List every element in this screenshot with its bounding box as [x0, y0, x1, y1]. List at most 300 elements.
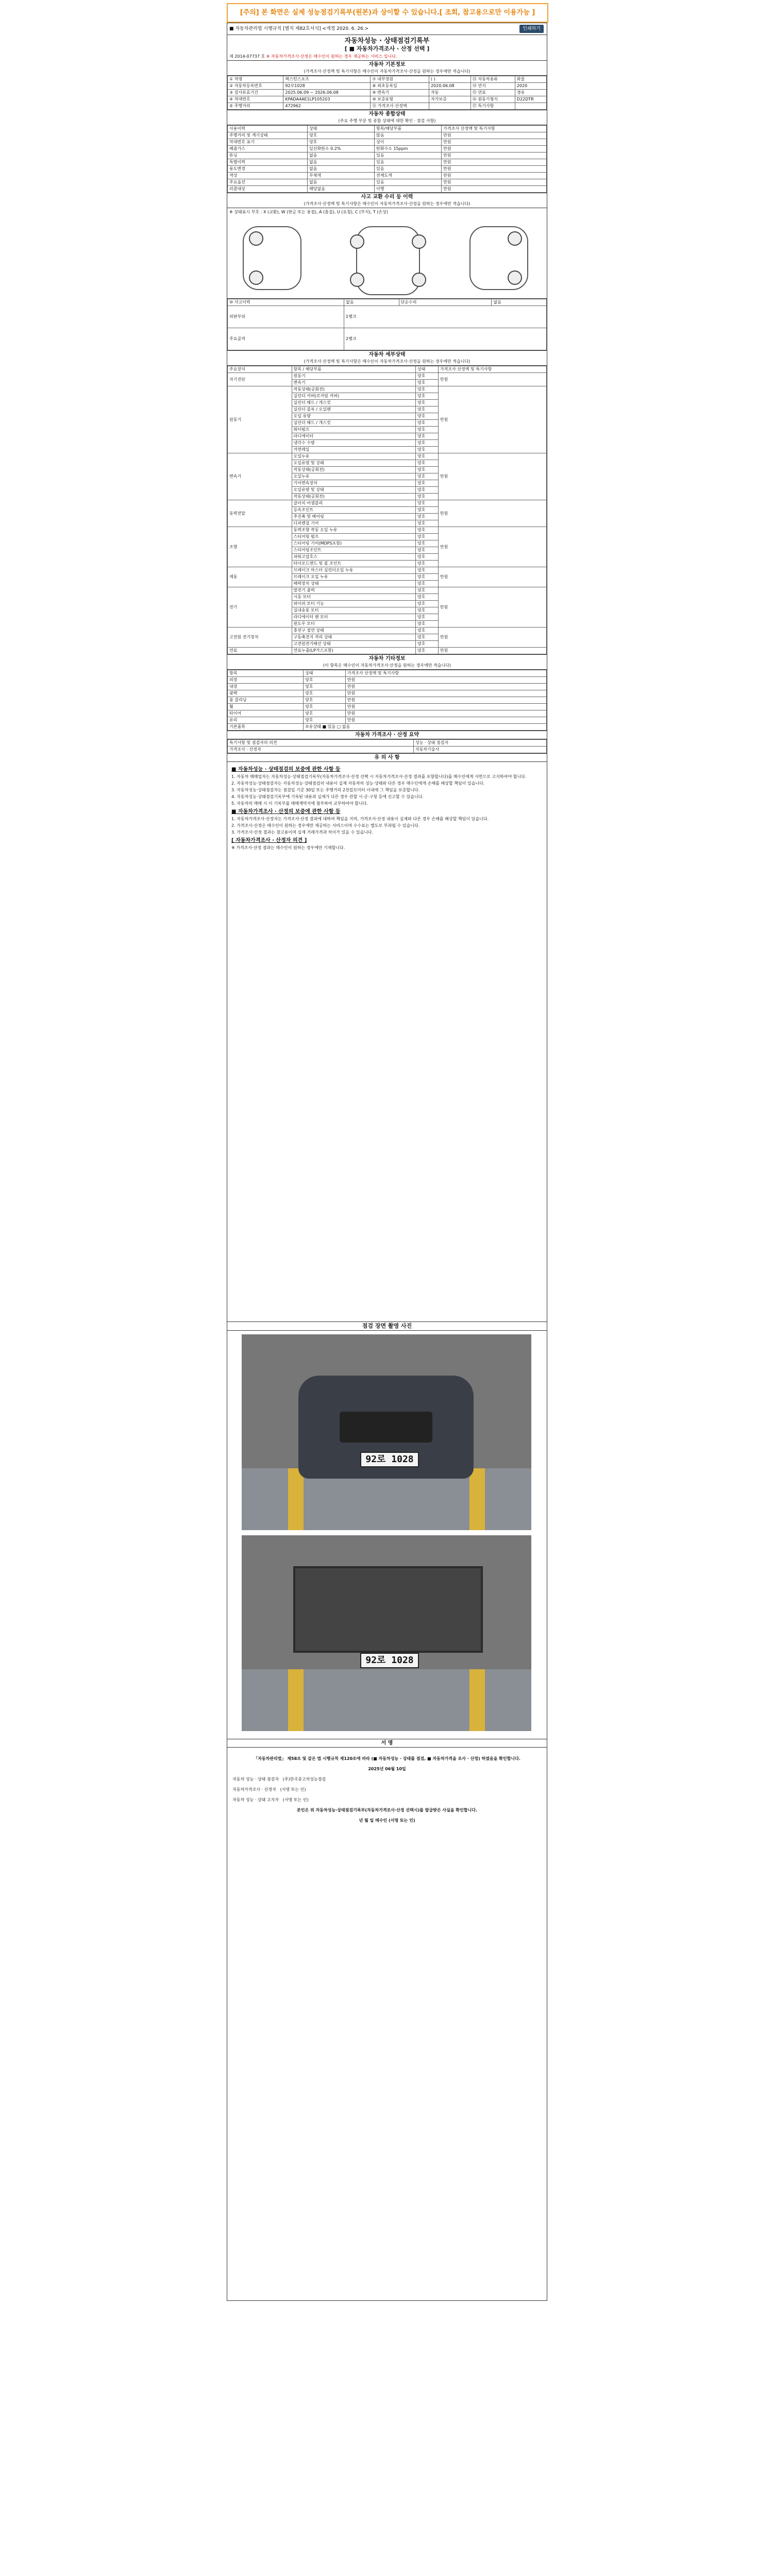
detail-item-status: 양호 [415, 487, 438, 494]
detail-group-price: 만원 [438, 527, 546, 567]
detail-item-status: 양호 [415, 413, 438, 420]
notes-body [227, 762, 547, 854]
basic-info-label: ⑪ 가격조사 산정액 [371, 103, 429, 110]
status-row [228, 186, 547, 193]
basic-info-row [228, 76, 547, 83]
status-cell: 없음 [307, 166, 374, 173]
status-cell: 리콜대상 [228, 186, 308, 193]
status-table [227, 125, 547, 193]
detail-item-status: 양호 [415, 587, 438, 594]
basic-info-header [227, 61, 547, 76]
basic-info-value: 92로1028 [283, 83, 371, 90]
detail-item-name: 변속기 [292, 380, 415, 386]
basic-info-value: 2020 [515, 83, 546, 90]
detail-item-status: 양호 [415, 634, 438, 641]
notes-paragraph: 1. 자동차가격조사·산정자는 가격조사·산정 결과에 대하여 책임을 지며, 가격조사·산정 내용이 실제와 다른 경우 손해를 배상할 책임이 있습니다. [231, 817, 489, 821]
detail-item-name: 실린더 헤드 / 개스킷 [292, 400, 415, 406]
detail-item-status: 양호 [415, 554, 438, 561]
basic-info-label: ⑭ 연식 [470, 83, 515, 90]
options-price: 만원 [345, 684, 546, 690]
detail-item-name: 원동기 [292, 373, 415, 380]
options-value: 양호 [304, 717, 346, 724]
notes-heading-1: ■ 자동차성능 · 상태점검의 보증에 관한 사항 등 [231, 767, 341, 772]
status-cell: 있음 [374, 152, 441, 159]
options-label: 외장 [228, 677, 304, 684]
detail-group-price: 만원 [438, 386, 546, 453]
status-cell: 탄화수소 15ppm [374, 146, 441, 152]
detail-table [227, 366, 547, 654]
status-cell: 만원 [442, 152, 547, 159]
accident-header [227, 193, 547, 208]
detail-item-name: 브레이크 오일 누유 [292, 574, 415, 581]
basic-info-label: ⑦ 내부정원 [371, 76, 429, 83]
detail-item-name: 시동 모터 [292, 594, 415, 601]
detail-item-name: 오일유량 및 상태 [292, 487, 415, 494]
status-header [227, 110, 547, 125]
detail-group-name: 변속기 [228, 453, 292, 500]
status-cell: 상이 [374, 139, 441, 146]
detail-item-name: 오일유량 및 상태 [292, 460, 415, 467]
status-cell: 색상 [228, 173, 308, 179]
appraiser-label: 자동차가격조사 · 산정자 [232, 1787, 276, 1792]
detail-item-name: 고전원전기배선 상태 [292, 641, 415, 648]
status-cell: 만원 [442, 146, 547, 152]
notes-heading-3: [ 자동차가격조사 · 산정자 의견 ] [231, 838, 307, 843]
options-price: 만원 [345, 690, 546, 697]
status-cell: 만원 [442, 159, 547, 166]
status-cell: 양호 [307, 139, 374, 146]
detail-item-name: 기어변속장치 [292, 480, 415, 487]
notes-paragraph: 4. 자동차성능·상태점검기록부에 기록된 내용과 실제가 다른 경우 관할 시·군·구청 등에 신고할 수 있습니다. [231, 794, 424, 799]
basic-info-label: ② 자동차등록번호 [228, 83, 283, 90]
detail-item-name: 실린더 커버(로커암 커버) [292, 393, 415, 400]
detail-item-status: 양호 [415, 380, 438, 386]
appraiser-value: (서명 또는 인) [280, 1787, 306, 1792]
detail-row [228, 386, 547, 393]
basic-info-label: ⑤ 주행거리 [228, 103, 283, 110]
options-column-header: 가격조사 산정액 및 특기사항 [345, 670, 546, 677]
basic-info-value: 자동 [429, 90, 470, 96]
detail-item-name: 실린더 블록 / 오일팬 [292, 406, 415, 413]
detail-item-name: 워터펌프 [292, 427, 415, 433]
detail-item-status: 양호 [415, 561, 438, 567]
detail-item-name: 클러치 어셈블리 [292, 500, 415, 507]
detail-group-price: 만원 [438, 373, 546, 386]
status-cell: 없음 [307, 179, 374, 186]
document-meta [227, 53, 547, 60]
detail-item-status: 양호 [415, 480, 438, 487]
detail-item-name: 오일 유량 [292, 413, 415, 420]
detail-item-status: 양호 [415, 494, 438, 500]
detail-item-status: 양호 [415, 607, 438, 614]
status-row [228, 159, 547, 166]
status-cell: 만원 [442, 186, 547, 193]
status-row [228, 179, 547, 186]
status-column-header: 사용이력 [228, 126, 308, 132]
inspector-label: 자동차 성능 · 상태 점검자 [232, 1777, 279, 1782]
car-side-right-diagram [469, 226, 528, 290]
basic-info-value: 2025.06.09 ~ 2026.06.08 [283, 90, 371, 96]
document-title: 자동차성능 · 상태점검기록부 [344, 37, 430, 45]
detail-row [228, 628, 547, 634]
detail-item-name: 스티어링 기어(MDPS포함) [292, 540, 415, 547]
options-value: 양호 [304, 690, 346, 697]
basic-info-row [228, 83, 547, 90]
signature-section [227, 1739, 547, 1832]
status-cell: 일산화탄소 0.2% [307, 146, 374, 152]
detail-item-name: 윈도우 모터 [292, 621, 415, 628]
detail-group-name: 연료 [228, 648, 292, 654]
basic-info-title: 자동차 기본정보 [368, 62, 406, 67]
detail-item-status: 양호 [415, 447, 438, 453]
detail-item-status: 양호 [415, 621, 438, 628]
status-title: 자동차 종합상태 [368, 111, 406, 117]
detail-note: (가격조사·산정액 및 특기사항은 매수인이 자동차가격조사·산정을 원하는 경우에만 적습니다) [304, 359, 470, 364]
detail-item-name: 배력장치 상태 [292, 581, 415, 587]
price-row1-value: 성능 · 상태 점검자 [413, 740, 546, 747]
document-number: 제 2014-07737 호 [229, 54, 265, 59]
detail-item-status: 양호 [415, 601, 438, 607]
detail-item-name: 커먼레일 [292, 447, 415, 453]
form-reference: ■ 자동차관리법 시행규칙 [별지 제82호서식] <개정 2020. 6. 26.> [229, 26, 369, 31]
options-row [228, 717, 547, 724]
detail-group-name: 전기 [228, 587, 292, 628]
status-column-header: 항목/해당부품 [374, 126, 441, 132]
detail-section [227, 350, 547, 654]
basic-info-label: ⑯ 원동기형식 [470, 96, 515, 103]
options-price: 만원 [345, 677, 546, 684]
basic-info-note: (가격조사·산정액 및 특기사항은 매수인이 자동차가격조사·산정을 원하는 경우에만 적습니다) [304, 69, 470, 74]
detail-row [228, 648, 547, 654]
detail-column-header: 상태 [415, 366, 438, 373]
rear-photo [242, 1535, 531, 1731]
status-row [228, 152, 547, 159]
detail-item-name: 실린더 헤드 / 개스킷 [292, 420, 415, 427]
detail-group-price: 만원 [438, 648, 546, 654]
detail-item-name: 동력조향 작동 오일 누유 [292, 527, 415, 534]
accident-section [227, 193, 547, 350]
detail-item-status: 양호 [415, 567, 438, 574]
notes-section [227, 753, 547, 854]
detail-item-name: 라디에이터 [292, 433, 415, 440]
detail-group-name: 자기진단 [228, 373, 292, 386]
price-row2-value: 자동차기술사 [413, 747, 546, 753]
options-price: 만원 [345, 717, 546, 724]
basic-info-label: ⑮ 연료 [470, 90, 515, 96]
options-base-value: 보유상태 ■ 있음 □ 없음 [304, 724, 547, 731]
detail-group-name: 고전원 전기장치 [228, 628, 292, 648]
options-column-header: 항목 [228, 670, 304, 677]
options-label: 유리 [228, 717, 304, 724]
status-cell: 없음 [307, 159, 374, 166]
detail-item-name: 작동상태(공회전) [292, 386, 415, 393]
status-column-header: 가격조사 산정액 및 특기사항 [442, 126, 547, 132]
front-license-plate: 92로 1028 [360, 1452, 419, 1467]
accident-history-label: ⑩ 사고이력 [228, 299, 344, 306]
basic-info-label: ① 차명 [228, 76, 283, 83]
signature-title: 서 명 [227, 1739, 547, 1748]
detail-item-status: 양호 [415, 373, 438, 380]
detail-item-name: 작동상태(공회전) [292, 467, 415, 473]
notes-paragraph: 3. 가격조사·산정 결과는 참고용이며 실제 거래가격과 차이가 있을 수 있습니다. [231, 830, 374, 835]
detail-item-status: 양호 [415, 540, 438, 547]
price-row2-label: 가격조사 · 산정자 [228, 747, 414, 753]
options-value: 양호 [304, 697, 346, 704]
status-cell: 없음 [307, 152, 374, 159]
detail-item-status: 양호 [415, 547, 438, 554]
basic-info-label: ⑨ 변속기 [371, 90, 429, 96]
detail-row [228, 567, 547, 574]
status-cell: 특별이력 [228, 159, 308, 166]
options-header [227, 655, 547, 670]
options-row [228, 677, 547, 684]
detail-item-status: 양호 [415, 420, 438, 427]
status-cell: 튜닝 [228, 152, 308, 159]
price-row1-label: 특기사항 및 점검자의 의견 [228, 740, 414, 747]
status-row [228, 139, 547, 146]
detail-item-status: 양호 [415, 440, 438, 447]
car-side-left-diagram [243, 226, 301, 290]
detail-item-name: 브레이크 마스터 실린더오일 누유 [292, 567, 415, 574]
accident-title: 사고 교환 수리 등 이력 [361, 194, 413, 200]
notifier-value: (서명 또는 인) [282, 1798, 309, 1802]
detail-item-status: 양호 [415, 433, 438, 440]
price-header: 자동차 가격조사 · 산정 요약 [227, 731, 547, 739]
detail-item-name: 파워고압호스 [292, 554, 415, 561]
options-label: 룸 클리닝 [228, 697, 304, 704]
options-title: 자동차 기타정보 [368, 656, 406, 662]
detail-item-name: 추진축 및 베어링 [292, 514, 415, 520]
notifier-label: 자동차 성능 · 상태 고지자 [232, 1798, 279, 1802]
detail-group-name: 원동기 [228, 386, 292, 453]
accident-legend: ※ 상태표시 부호 : X (교환), W (판금 또는 용접), A (흠집), U (요철), C (부식), T (손상) [229, 210, 389, 214]
simple-repair-label: 단순수리 [399, 299, 492, 306]
options-label: 광택 [228, 690, 304, 697]
detail-item-name: 오일누유 [292, 473, 415, 480]
detail-item-name: 와이퍼 모터 기능 [292, 601, 415, 607]
detail-item-status: 양호 [415, 473, 438, 480]
detail-item-name: 오일누유 [292, 453, 415, 460]
status-cell: 해당없음 [307, 186, 374, 193]
notes-title: 유 의 사 항 [227, 754, 547, 762]
status-cell: 주요옵션 [228, 179, 308, 186]
status-cell: 배출가스 [228, 146, 308, 152]
detail-header [227, 351, 547, 366]
detail-item-status: 양호 [415, 427, 438, 433]
document-header [227, 23, 547, 35]
detail-group-price: 만원 [438, 500, 546, 527]
status-column-header: 상태 [307, 126, 374, 132]
status-cell: 차대번호 표기 [228, 139, 308, 146]
basic-info-value [515, 103, 546, 110]
status-cell: 무채색 [307, 173, 374, 179]
detail-item-status: 양호 [415, 648, 438, 654]
signature-date: 2025년 06월 10일 [368, 1767, 406, 1771]
options-row [228, 684, 547, 690]
options-value: 양호 [304, 677, 346, 684]
detail-item-status: 양호 [415, 520, 438, 527]
status-cell: 주행거리 및 계기상태 [228, 132, 308, 139]
detail-item-name: 스티어링조인트 [292, 547, 415, 554]
options-note: (이 항목은 매수인이 자동차가격조사·산정을 원하는 경우에만 적습니다) [323, 663, 451, 668]
status-cell: 이행 [374, 186, 441, 193]
price-section [227, 731, 547, 753]
options-table [227, 670, 547, 731]
basic-info-section [227, 60, 547, 110]
basic-info-value: 2020.06.08 [429, 83, 470, 90]
notes-paragraph: 2. 자동차성능·상태점검자는 자동차성능·상태점검의 내용이 실제 자동차의 성능·상태와 다른 경우 매수인에게 손해를 배상할 책임이 있습니다. [231, 781, 485, 786]
detail-item-status: 양호 [415, 628, 438, 634]
detail-item-status: 양호 [415, 500, 438, 507]
basic-info-value: 렉스턴스포츠 [283, 76, 371, 83]
options-row [228, 710, 547, 717]
detail-item-name: 작동상태(공회전) [292, 494, 415, 500]
options-row [228, 704, 547, 710]
detail-item-status: 양호 [415, 400, 438, 406]
detail-item-status: 양호 [415, 507, 438, 514]
notes-paragraph: 5. 자동차의 매매 시 이 기록부를 매매계약서에 첨부하여 교부하여야 합니다. [231, 801, 368, 806]
basic-info-value: ( ) [429, 76, 470, 83]
signature-footer-2: 년 월 일 매수인 (서명 또는 인) [359, 1818, 415, 1823]
status-cell: 만원 [442, 139, 547, 146]
options-label: 휠 [228, 704, 304, 710]
options-value: 양호 [304, 704, 346, 710]
detail-item-status: 양호 [415, 534, 438, 540]
detail-item-status: 양호 [415, 386, 438, 393]
notes-appraiser-note: ※ 가격조사·산정 결과는 매수인이 원하는 경우에만 기재합니다. [231, 845, 345, 850]
status-section [227, 110, 547, 193]
detail-column-header: 항목 / 해당부품 [292, 366, 415, 373]
options-label: 내장 [228, 684, 304, 690]
detail-item-name: 구동축전지 격리 상태 [292, 634, 415, 641]
options-value: 양호 [304, 684, 346, 690]
basic-info-row [228, 103, 547, 110]
notes-paragraph: 2. 가격조사·산정은 매수인이 원하는 경우에만 제공하는 서비스이며 수수료는 별도로 부과될 수 있습니다. [231, 823, 420, 828]
status-note: (주요 주행 부분 및 종합 상태에 대한 확인 · 점검 사항) [338, 118, 436, 123]
detail-group-name: 동력전달 [228, 500, 292, 527]
basic-info-value: 자가보증 [429, 96, 470, 103]
notes-heading-2: ■ 자동차가격조사 · 산정의 보증에 관한 사항 등 [231, 809, 341, 815]
basic-info-label: ⑧ 최초등록일 [371, 83, 429, 90]
print-button[interactable]: 인쇄하기 [519, 25, 544, 33]
detail-item-name: 스티어링 펌프 [292, 534, 415, 540]
detail-column-header: 주요장치 [228, 366, 292, 373]
detail-item-status: 양호 [415, 581, 438, 587]
detail-row [228, 587, 547, 594]
detail-item-status: 양호 [415, 614, 438, 621]
detail-row [228, 373, 547, 380]
detail-item-status: 양호 [415, 453, 438, 460]
front-photo [242, 1334, 531, 1530]
simple-repair-value: 없음 [492, 299, 547, 306]
top-notice-banner: [주의] 본 화면은 실제 성능점검기록부(원본)과 상이할 수 있습니다.[ 조회, 참고용으로만 이용가능 ] [227, 3, 548, 23]
status-cell: 있음 [374, 159, 441, 166]
detail-group-price: 만원 [438, 628, 546, 648]
detail-group-price: 만원 [438, 587, 546, 628]
status-row [228, 146, 547, 152]
basic-info-label: ④ 차대번호 [228, 96, 283, 103]
basic-info-value: 472962 [283, 103, 371, 110]
status-row [228, 173, 547, 179]
status-row [228, 166, 547, 173]
status-cell: 양호 [307, 132, 374, 139]
basic-info-row [228, 90, 547, 96]
main-frame-label: 주요골격 [228, 328, 344, 350]
status-cell: 만원 [442, 166, 547, 173]
basic-info-row [228, 96, 547, 103]
detail-item-name: 라디에이터 팬 모터 [292, 614, 415, 621]
detail-item-name: 등속조인트 [292, 507, 415, 514]
car-top-diagram [356, 226, 420, 295]
detail-row [228, 500, 547, 507]
options-column-header: 상태 [304, 670, 346, 677]
detail-row [228, 453, 547, 460]
signature-statement: 「자동차관리법」 제58조 및 같은 법 시행규칙 제120조에 따라 (■ 자동차성능 · 상태를 점검, ■ 자동차가격을 조사 · 산정) 하였음을 확인합니다. [254, 1756, 520, 1761]
detail-item-status: 양호 [415, 594, 438, 601]
detail-item-status: 양호 [415, 460, 438, 467]
detail-row [228, 527, 547, 534]
detail-item-status: 양호 [415, 393, 438, 400]
options-label: 타이어 [228, 710, 304, 717]
outer-panel-rank1: 1랭크 [344, 306, 546, 328]
options-row [228, 690, 547, 697]
status-row [228, 132, 547, 139]
main-frame-rank2: 2랭크 [344, 328, 546, 350]
basic-info-value: 화물 [515, 76, 546, 83]
detail-group-price: 만원 [438, 567, 546, 587]
detail-item-status: 양호 [415, 514, 438, 520]
status-cell: 용도변경 [228, 166, 308, 173]
inspector-value: (주)한국중고차성능점검 [282, 1777, 326, 1782]
detail-title: 자동차 세부상태 [368, 352, 406, 358]
status-cell: 있음 [374, 166, 441, 173]
detail-group-name: 제동 [228, 567, 292, 587]
options-price: 만원 [345, 697, 546, 704]
detail-item-status: 양호 [415, 406, 438, 413]
basic-info-value: KPADA4AE1LP105203 [283, 96, 371, 103]
basic-info-label: ⑬ 자동차종류 [470, 76, 515, 83]
detail-item-name: 발전기 출력 [292, 587, 415, 594]
notes-paragraph: 1. 자동차 매매업자는 자동차성능·상태점검기록부(자동차가격조사·산정 선택 시 자동차가격조사·산정 결과를 포함합니다)를 매수인에게 서면으로 고지하여야 합니다. [231, 774, 527, 779]
signature-body [227, 1748, 547, 1832]
status-cell: 만원 [442, 179, 547, 186]
detail-item-name: 타이로드엔드 및 볼 조인트 [292, 561, 415, 567]
accident-table [227, 299, 547, 350]
signature-footer: 본인은 위 자동차성능·상태점검기록부(자동차가격조사·산정 선택시)를 발급받은 사실을 확인합니다. [297, 1808, 477, 1812]
status-cell: 만원 [442, 132, 547, 139]
notes-paragraph: 3. 자동차성능·상태점검자는 점검일 기준 30일 또는 주행거리 2천킬로미터 이내에 그 책임을 보증합니다. [231, 788, 420, 792]
detail-item-status: 양호 [415, 527, 438, 534]
detail-item-name: 실내송풍 모터 [292, 607, 415, 614]
basic-info-table [227, 76, 547, 110]
options-price: 만원 [345, 710, 546, 717]
detail-item-name: 냉각수 수량 [292, 440, 415, 447]
options-base-row [228, 724, 547, 731]
detail-group-price: 만원 [438, 453, 546, 500]
detail-item-status: 양호 [415, 641, 438, 648]
accident-history-value: 없음 [344, 299, 399, 306]
status-cell: 많음 [374, 132, 441, 139]
car-diagram [227, 216, 547, 299]
outer-panel-label: 외판부위 [228, 306, 344, 328]
accident-note: (가격조사·산정액 및 특기사항은 매수인이 자동차가격조사·산정을 원하는 경우에만 적습니다) [304, 201, 470, 206]
detail-item-name: 충전구 절연 상태 [292, 628, 415, 634]
photos-title: 점검 장면 촬영 사진 [227, 1321, 547, 1331]
basic-info-value [429, 103, 470, 110]
basic-info-label: ③ 검사유효기간 [228, 90, 283, 96]
status-cell: 전체도색 [374, 173, 441, 179]
rear-license-plate: 92로 1028 [360, 1653, 419, 1668]
